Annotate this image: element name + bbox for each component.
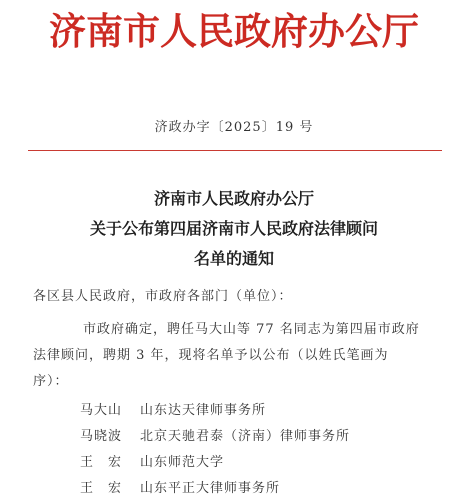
document-number: 济政办字〔2025〕19 号 [154, 120, 314, 135]
roster-row [80, 473, 450, 499]
notice-title-line-2: 关于公布第四届济南市人民政府法律顾问 [89, 219, 378, 238]
body-line-2: 法律顾问，聘期 3 年，现将名单予以公布（以姓氏笔画为 [33, 348, 389, 363]
roster-organization: 山东师范大学 [140, 454, 225, 470]
roster-row [80, 421, 450, 447]
red-separator-line [28, 150, 442, 151]
roster-organization: 山东平正大律师事务所 [140, 480, 281, 496]
issuing-agency-header: 济南市人民政府办公厅 [49, 9, 419, 53]
body-paragraph [33, 317, 441, 395]
addressee-line: 各区县人民政府，市政府各部门（单位）： [33, 289, 293, 304]
roster-name: 王 宏 [80, 454, 123, 470]
roster-name: 马大山 [80, 402, 123, 418]
roster-organization: 北京天驰君泰（济南）律师事务所 [140, 428, 351, 444]
body-line-1: 市政府确定，聘任马大山等 77 名同志为第四届市政府 [83, 322, 420, 337]
counsel-roster [80, 395, 450, 499]
roster-organization: 山东达天律师事务所 [140, 402, 267, 418]
notice-title-line-1: 济南市人民政府办公厅 [153, 189, 314, 208]
roster-name: 马晓波 [80, 428, 123, 444]
notice-title-line-3: 名单的通知 [193, 249, 274, 268]
notice-title [0, 184, 468, 274]
roster-row [80, 395, 450, 421]
body-line-3: 序）： [33, 374, 69, 389]
roster-name: 王 宏 [80, 480, 123, 496]
roster-row [80, 447, 450, 473]
